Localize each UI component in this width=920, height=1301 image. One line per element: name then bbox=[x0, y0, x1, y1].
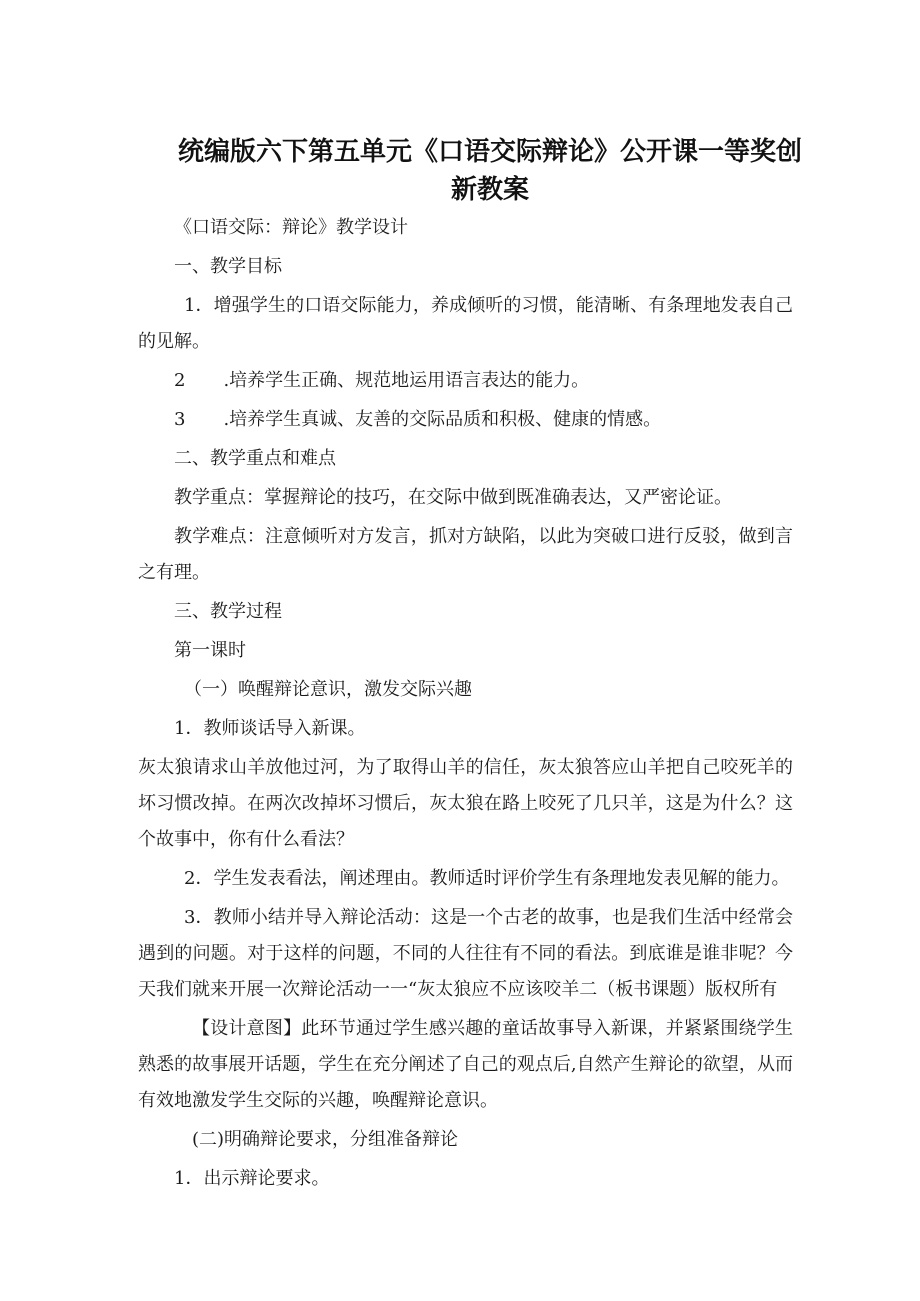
paragraph: 教学难点：注意倾听对方发言，抓对方缺陷，以此为突破口进行反驳，做到言之有理。 bbox=[138, 526, 793, 583]
title-line-1: 统编版六下第五单元《口语交际辩论》公开课一等奖创 bbox=[177, 137, 802, 168]
paragraph: 教学重点：掌握辩论的技巧，在交际中做到既准确表达，又严密论证。 bbox=[174, 487, 732, 508]
section-heading: 二、教学重点和难点 bbox=[174, 448, 336, 469]
subheading: 第一课时 bbox=[174, 640, 246, 661]
item-text: .培养学生真诚、友善的交际品质和积极、健康的情感。 bbox=[223, 409, 662, 430]
subheading: （一）唤醒辩论意识，激发交际兴趣 bbox=[184, 679, 472, 700]
item-number: 3 bbox=[174, 409, 186, 430]
document-body bbox=[138, 210, 793, 1197]
paragraph: 1．出示辩论要求。 bbox=[174, 1168, 330, 1189]
item-number: 2 bbox=[174, 370, 186, 391]
section-heading: 一、教学目标 bbox=[174, 256, 282, 277]
list-item bbox=[138, 402, 793, 438]
paragraph: 3．教师小结并导入辩论活动：这是一个古老的故事，也是我们生活中经常会遇到的问题。对于这样的问题，不同的人往往有不同的看法。到底谁是谁非呢？今天我们就来开展一次辩论活动一一“灰太狼应不应该咬羊二（板书课题）版权所有 bbox=[138, 907, 793, 1000]
paragraph: 2．学生发表看法，阐述理由。教师适时评价学生有条理地发表见解的能力。 bbox=[184, 868, 790, 889]
paragraph: 1．增强学生的口语交际能力，养成倾听的习惯，能清晰、有条理地发表自己的见解。 bbox=[138, 295, 793, 352]
document-title bbox=[130, 133, 850, 209]
section-heading: 《口语交际：辩论》教学设计 bbox=[174, 217, 408, 238]
subheading: (二)明确辩论要求，分组准备辩论 bbox=[192, 1129, 459, 1150]
title-line-2: 新教案 bbox=[450, 175, 529, 206]
item-text: .培养学生正确、规范地运用语言表达的能力。 bbox=[223, 370, 590, 391]
paragraph: 灰太狼请求山羊放他过河，为了取得山羊的信任，灰太狼答应山羊把自己咬死羊的坏习惯改掉。在两次改掉坏习惯后，灰太狼在路上咬死了几只羊，这是为什么？这个故事中，你有什么看法？ bbox=[138, 757, 793, 850]
list-item bbox=[138, 363, 793, 399]
section-heading: 三、教学过程 bbox=[174, 601, 282, 622]
design-intent-paragraph: 【设计意图】此环节通过学生感兴趣的童话故事导入新课，并紧紧围绕学生熟悉的故事展开话题，学生在充分阐述了自己的观点后,自然产生辩论的欲望，从而有效地激发学生交际的兴趣，唤醒辩论意识。 bbox=[138, 1018, 793, 1111]
paragraph: 1．教师谈话导入新课。 bbox=[174, 718, 366, 739]
